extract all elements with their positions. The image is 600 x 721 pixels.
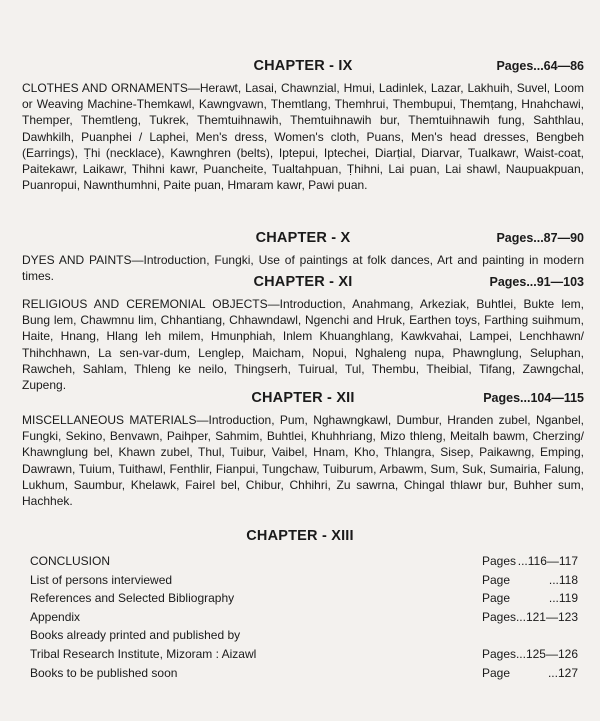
item-label: Appendix [30, 609, 81, 624]
chapter-title: CHAPTER - IX [253, 58, 353, 74]
item-label: CONCLUSION [30, 554, 111, 568]
item-label: Books already printed and published by [30, 628, 241, 643]
item-page-range: ...116—117 [517, 554, 578, 568]
chapter-pages: Pages...87—90 [496, 231, 584, 245]
chapter-13 [22, 528, 578, 684]
item-pages-word: Pages [482, 646, 517, 661]
list-item [22, 647, 578, 666]
list-item [22, 591, 578, 610]
chapter-12-head [22, 390, 584, 410]
chapter-11 [22, 274, 584, 393]
chapter-title: CHAPTER - XI [253, 274, 353, 290]
item-page-range: ...127 [547, 665, 578, 680]
chapter-pages: Pages...104—115 [483, 391, 584, 405]
item-pages-word: Pages [482, 609, 517, 624]
chapter-contents: CLOTHES AND ORNAMENTS—Herawt, Lasai, Chawnzial, Hmui, Ladinlek, Lazar, Lakhuih, Suvel, Loom or Weaving Machine-Themkawl, Kawngvawn, Themtlang, Themhrui, Thembupui, Themṭang, Hnahchawi, Themper, Themtleng, Tukrek, Themtuihnawih, Themtuihnawih bur, Themtuihnawih fung, Sahthlau, Dawhkilh, Puanphei / Laphei, Men's dress, Women's cloth, Puans, Men's head dresses, Bengbeh (Earrings), Ṭhi (necklace), Kawnghren (belts), Iptepui, Iptechei, Diarṭial, Diarvar, Tualkawr, Waist-coat, Paitekawr, Laikawr, Thihni kawr, Puancheite, Tualtahpuan, Ṭhihni, Lai puan, Lai shawl, Naupuakpuan, Puanropui, Nawnthumhni, Paite puan, Hmaram kawr, Pawi puan. [22, 81, 584, 193]
item-page-range: ...118 [548, 572, 578, 587]
chapter-13-head [22, 528, 578, 548]
item-page-range: ...125—126 [515, 646, 578, 661]
chapter-9 [22, 58, 584, 193]
list-item [22, 610, 578, 629]
chapter-pages: Pages...91—103 [489, 275, 584, 289]
item-pages-word: Page [482, 665, 511, 680]
chapter-contents: DYES AND PAINTS—Introduction, Fungki, Use of paintings at folk dances, Art and painting in modern times. [22, 253, 584, 284]
item-page-range: ...119 [548, 591, 578, 606]
chapter-11-head [22, 274, 584, 294]
chapter-title: CHAPTER - XIII [246, 528, 354, 544]
item-label: Books to be published soon [30, 665, 178, 680]
list-item [22, 666, 578, 685]
chapter-10-head [22, 230, 584, 250]
chapter-pages: Pages...64—86 [496, 59, 584, 73]
item-pages-word: Page [482, 572, 511, 587]
chapter-title: CHAPTER - XII [251, 390, 355, 406]
chapter-12 [22, 390, 584, 509]
chapter-contents: RELIGIOUS AND CEREMONIAL OBJECTS—Introduction, Anahmang, Arkeziak, Buhtlei, Bukte lem, Bung lem, Chawmnu lim, Chhantiang, Chhawndawl, Ngenchi and Hruk, Earthen toys, Farthing suihmum, Haite, Hnang, Hlang leh milem, Hmunphiah, Inlem Khuanghlang, Kawkvahai, Lampei, Lenchhawn/ Thihchhawn, La sen-var-dum, Lenglep, Maicham, Nopui, Nghaleng nupa, Phawnglung, Seluphan, Rawcheh, Sahlam, Thleng ke neilo, Thingserh, Tuirual, Tul, Thembu, Theibial, Tifang, Zawngchal, Zupeng. [22, 297, 584, 393]
item-label: Tribal Research Institute, Mizoram : Aizawl [30, 646, 257, 661]
item-label: References and Selected Bibliography [30, 591, 235, 606]
list-item [22, 573, 578, 592]
item-page-range: ...121—123 [515, 609, 578, 624]
list-item [22, 628, 578, 647]
chapter-9-head [22, 58, 584, 78]
item-label: List of persons interviewed [30, 572, 173, 587]
list-item [22, 554, 578, 573]
item-pages-word: Page [482, 591, 511, 606]
chapter-title: CHAPTER - X [255, 230, 351, 246]
item-pages-word: Pages [482, 554, 517, 568]
chapter-contents: MISCELLANEOUS MATERIALS—Introduction, Pum, Nghawngkawl, Dumbur, Hranden zubel, Nganbel, Fungki, Sekino, Benvawn, Paihper, Sahmim, Buhtlei, Khuhhriang, Mizo thleng, Meitalh bawm, Cherzing/ Khawnglung bel, Khawn zubel, Thul, Tuibur, Vaibel, Hnam, Kho, Thlangra, Sisep, Paikawng, Emping, Dawrawn, Tuium, Tuithawl, Fenthlir, Fianpui, Tungchaw, Tuiburum, Arbawm, Sum, Suk, Sumairia, Falung, Lukhum, Saumbur, Khelawk, Fairel bel, Chibur, Chhihri, Zu sawrna, Chingal thlawr bur, Buhher sum, Hachhek. [22, 413, 584, 509]
chapter-13-list [22, 554, 578, 684]
